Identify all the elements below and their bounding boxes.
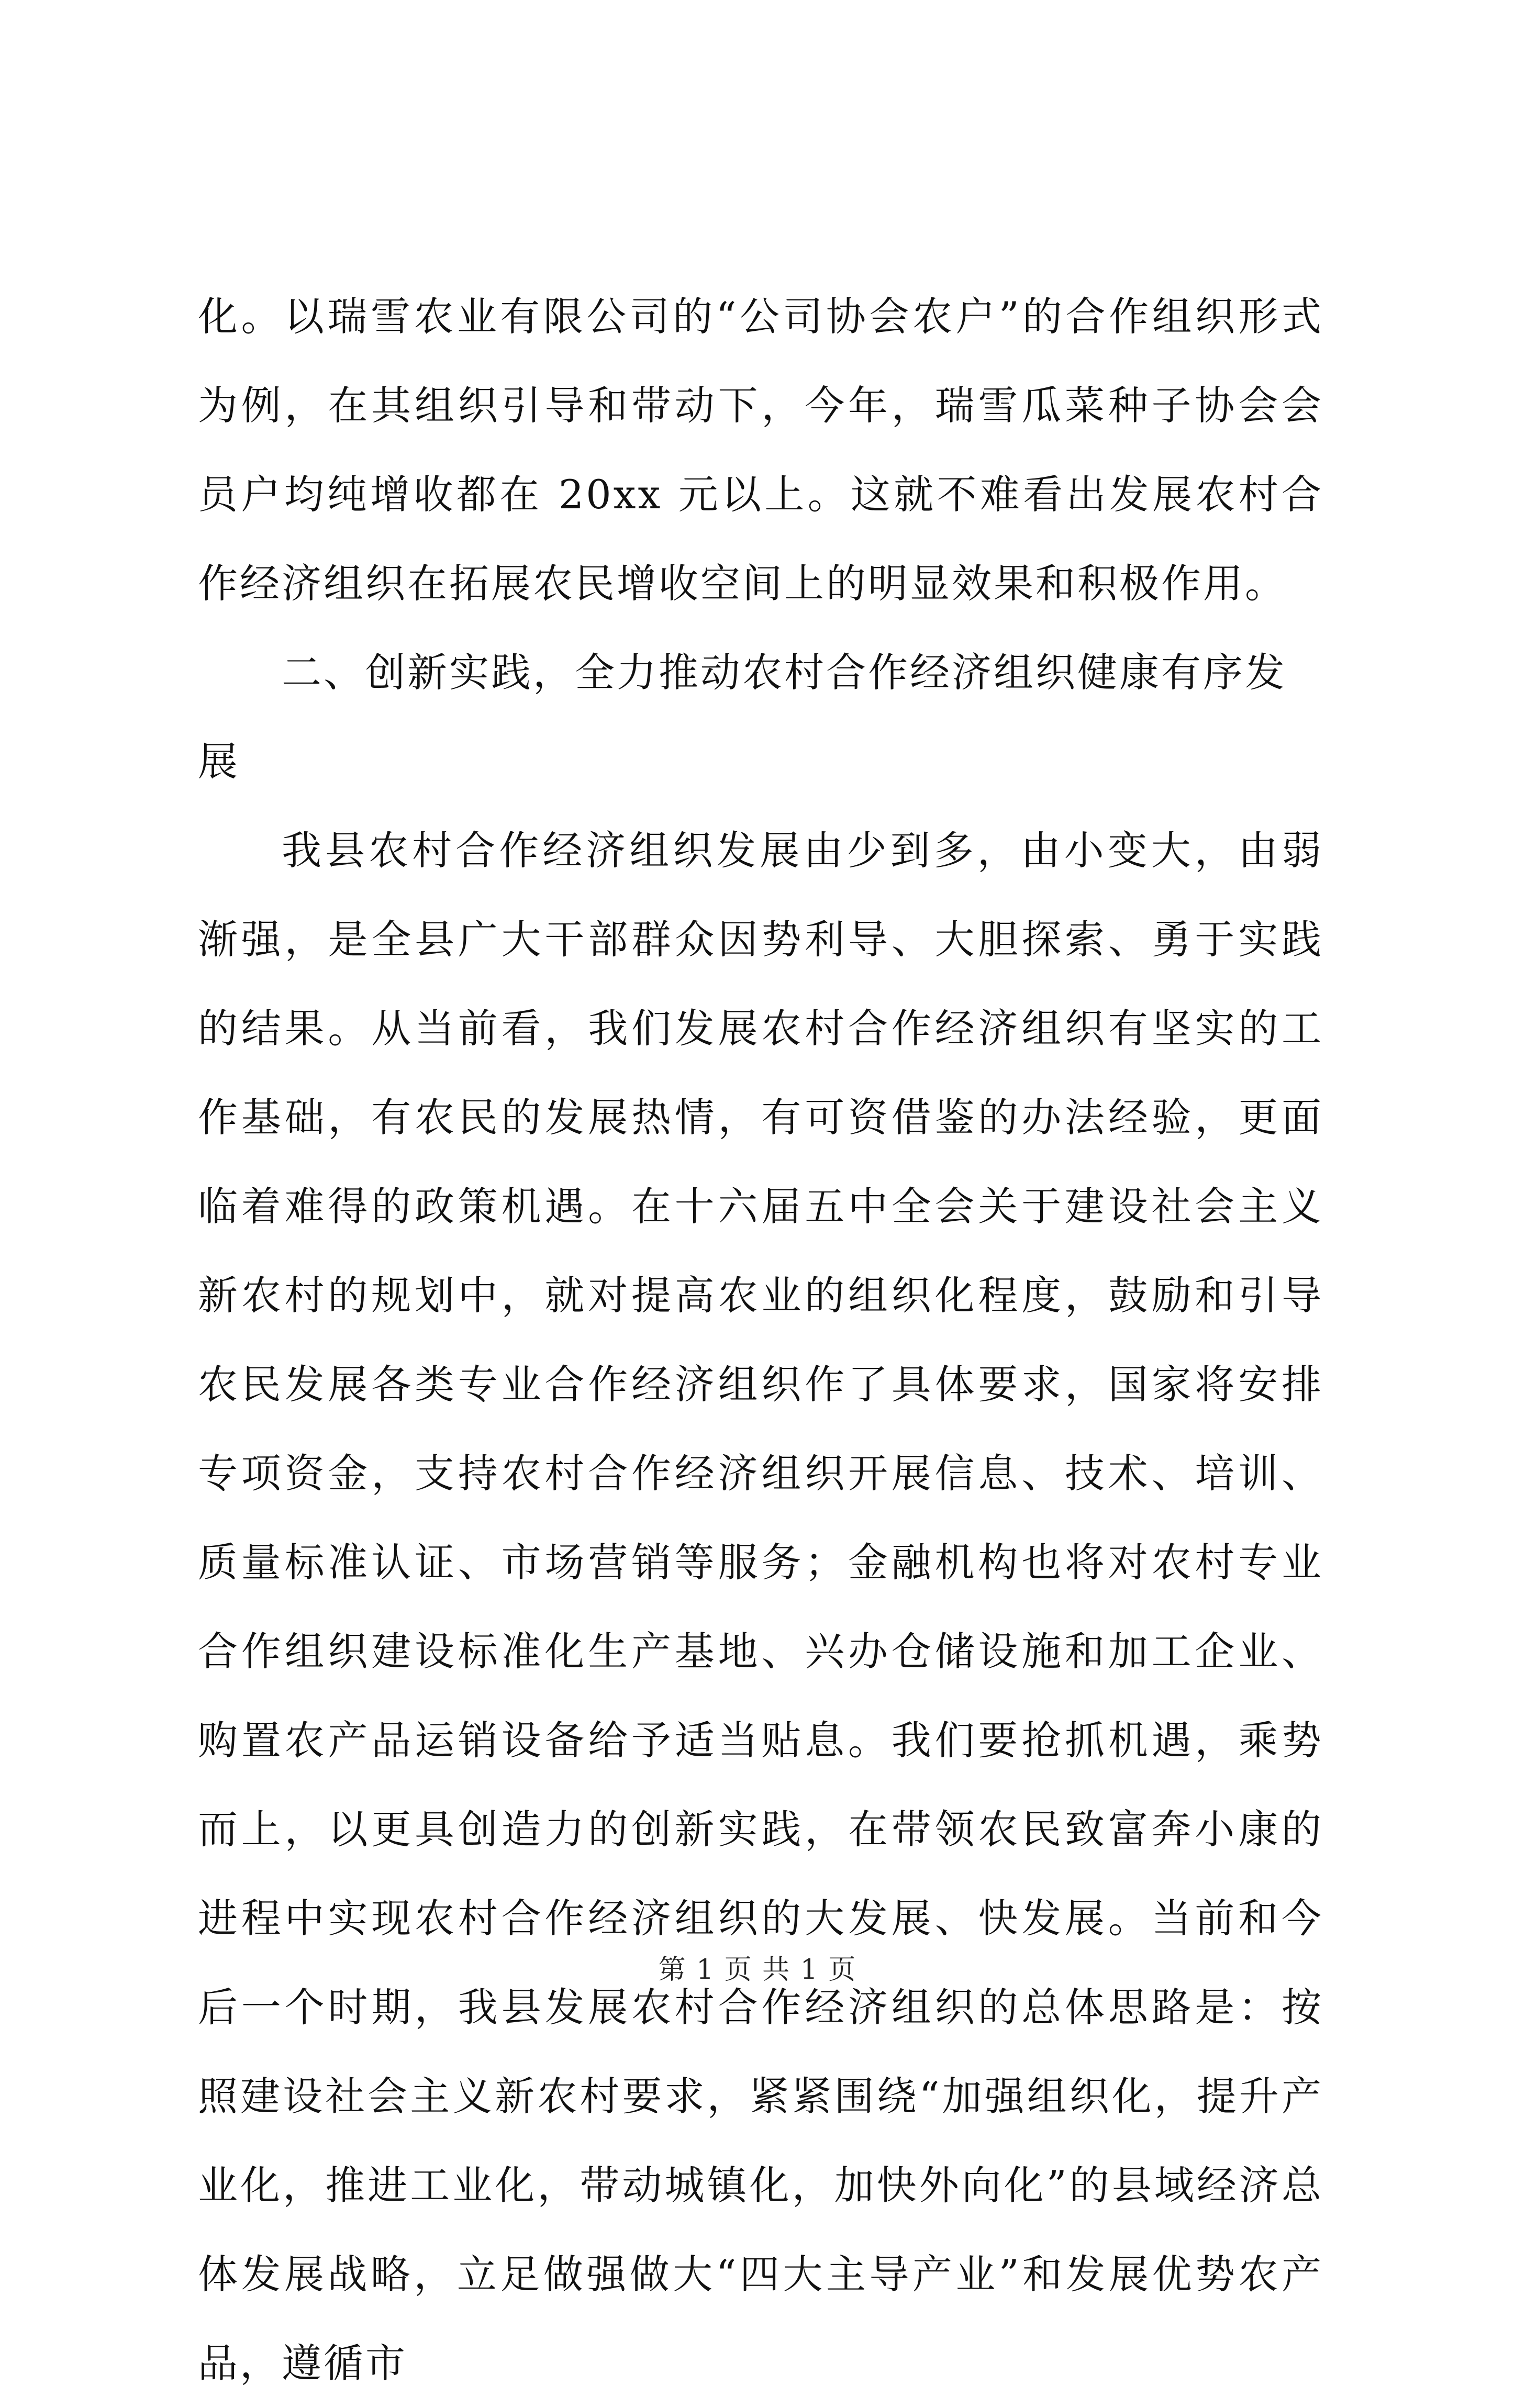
paragraph-continued: 化。以瑞雪农业有限公司的“公司协会农户”的合作组织形式为例，在其组织引导和带动下，今年，瑞雪瓜菜种子协会会员户均纯增收都在 20xx 元以上。这就不难看出发展农村合作经济组织在拓展农民增收空间上的明显效果和积极作用。 bbox=[198, 293, 1323, 607]
paragraph-main: 我县农村合作经济组织发展由少到多，由小变大，由弱渐强，是全县广大干部群众因势利导、大胆探索、勇于实践的结果。从当前看，我们发展农村合作经济组织有坚实的工作基础，有农民的发展热情，有可资借鉴的办法经验，更面临着难得的政策机遇。在十六届五中全会关于建设社会主义新农村的规划中，就对提高农业的组织化程度，鼓励和引导农民发展各类专业合作经济组织作了具体要求，国家将安排专项资金，支持农村合作经济组织开展信息、技术、培训、质量标准认证、市场营销等服务；金融机构也将对农村专业合作组织建设标准化生产基地、兴办仓储设施和加工企业、购置农产品运销设备给予适当贴息。我们要抢抓机遇，乘势而上，以更具创造力的创新实践，在带领农民致富奔小康的进程中实现农村合作经济组织的大发展、快发展。当前和今后一个时期，我县发展农村合作经济组织的总体思路是：按照建设社会主义新农村要求，紧紧围绕“加强组织化，提升产业化，推进工业化，带动城镇化，加快外向化”的县域经济总体发展战略，立足做强做大“四大主导产业”和发展优势农产品，遵循市 bbox=[198, 827, 1323, 2387]
document-body bbox=[198, 272, 1323, 2408]
section-heading: 二、创新实践，全力推动农村合作经济组织健康有序发展 bbox=[198, 649, 1287, 785]
page-footer: 第 1 页 共 1 页 bbox=[658, 1954, 857, 1986]
